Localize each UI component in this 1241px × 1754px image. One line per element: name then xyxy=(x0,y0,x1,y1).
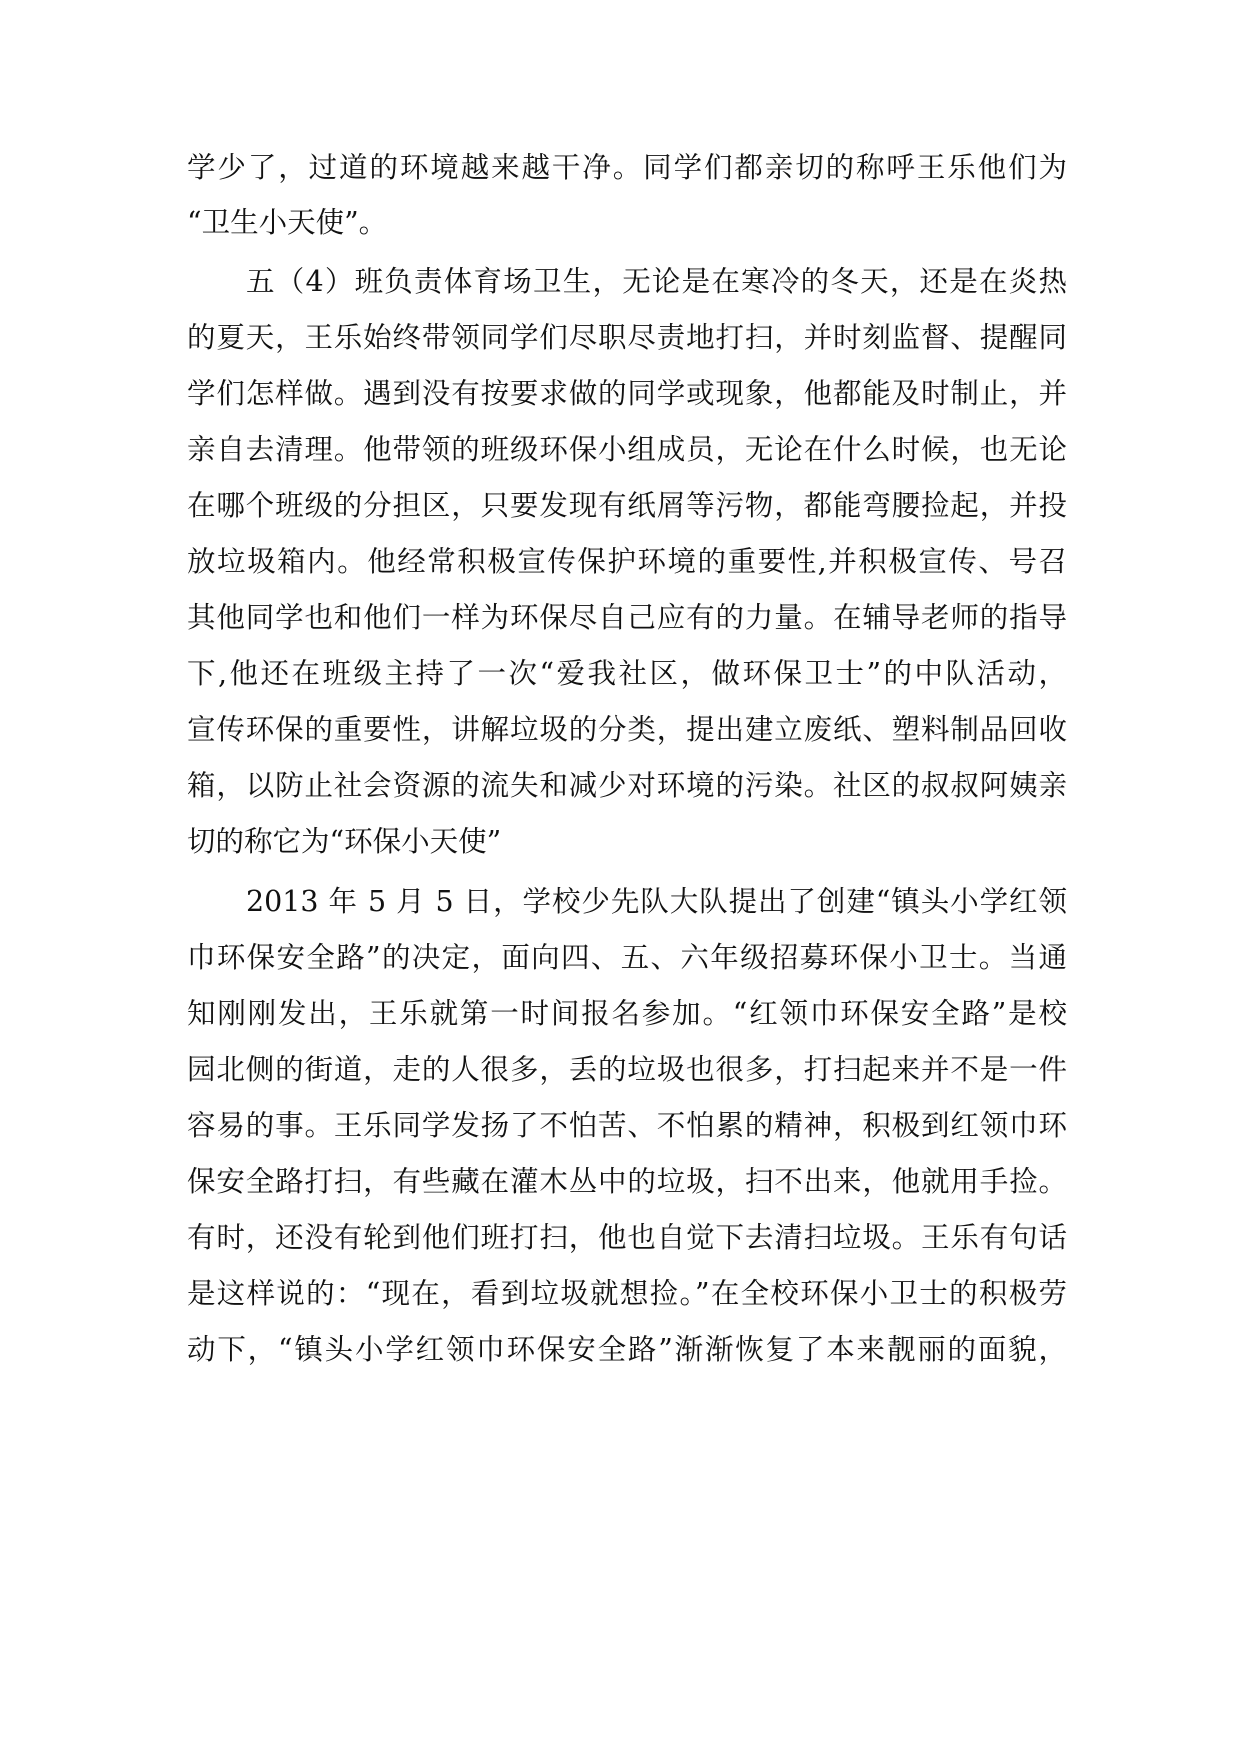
paragraph-2-line-5: 在哪个班级的分担区，只要发现有纸屑等污物，都能弯腰捡起，并投 xyxy=(187,489,1067,522)
paragraph-1-line-2: “卫生小天使”。 xyxy=(187,206,388,239)
paragraph-3-line-1: 2013 年 5 月 5 日，学校少先队大队提出了创建“镇头小学红领 xyxy=(246,885,1067,918)
paragraph-2-line-9: 宣传环保的重要性，讲解垃圾的分类，提出建立废纸、塑料制品回收 xyxy=(187,713,1067,746)
paragraph-3-line-9: 动下，“镇头小学红领巾环保安全路”渐渐恢复了本来靓丽的面貌， xyxy=(187,1333,1067,1366)
paragraph-2-line-10: 箱，以防止社会资源的流失和减少对环境的污染。社区的叔叔阿姨亲 xyxy=(187,769,1067,802)
paragraph-3-line-2: 巾环保安全路”的决定，面向四、五、六年级招募环保小卫士。当通 xyxy=(187,941,1067,974)
paragraph-3-line-8: 是这样说的：“现在，看到垃圾就想捡。”在全校环保小卫士的积极劳 xyxy=(187,1277,1067,1310)
paragraph-1-line-1: 学少了，过道的环境越来越干净。同学们都亲切的称呼王乐他们为 xyxy=(187,151,1067,184)
paragraph-2-line-1: 五（4）班负责体育场卫生，无论是在寒冷的冬天，还是在炎热 xyxy=(246,265,1067,298)
paragraph-3-line-7: 有时，还没有轮到他们班打扫，他也自觉下去清扫垃圾。王乐有句话 xyxy=(187,1221,1067,1254)
paragraph-2-line-3: 学们怎样做。遇到没有按要求做的同学或现象，他都能及时制止，并 xyxy=(187,377,1067,410)
paragraph-2-line-6: 放垃圾箱内。他经常积极宣传保护环境的重要性,并积极宣传、号召 xyxy=(187,545,1067,578)
paragraph-3-line-6: 保安全路打扫，有些藏在灌木丛中的垃圾，扫不出来，他就用手捡。 xyxy=(187,1165,1067,1198)
paragraph-2-line-7: 其他同学也和他们一样为环保尽自己应有的力量。在辅导老师的指导 xyxy=(187,601,1067,634)
paragraph-2-line-11: 切的称它为“环保小天使” xyxy=(187,825,502,858)
paragraph-3-line-3: 知刚刚发出，王乐就第一时间报名参加。“红领巾环保安全路”是校 xyxy=(187,997,1067,1030)
paragraph-2-line-4: 亲自去清理。他带领的班级环保小组成员，无论在什么时候，也无论 xyxy=(187,433,1067,466)
paragraph-3-line-5: 容易的事。王乐同学发扬了不怕苦、不怕累的精神，积极到红领巾环 xyxy=(187,1109,1067,1142)
paragraph-2-line-2: 的夏天，王乐始终带领同学们尽职尽责地打扫，并时刻监督、提醒同 xyxy=(187,321,1067,354)
paragraph-3-line-4: 园北侧的街道，走的人很多，丢的垃圾也很多，打扫起来并不是一件 xyxy=(187,1053,1067,1086)
paragraph-2-line-8: 下,他还在班级主持了一次“爱我社区，做环保卫士”的中队活动， xyxy=(187,657,1067,690)
